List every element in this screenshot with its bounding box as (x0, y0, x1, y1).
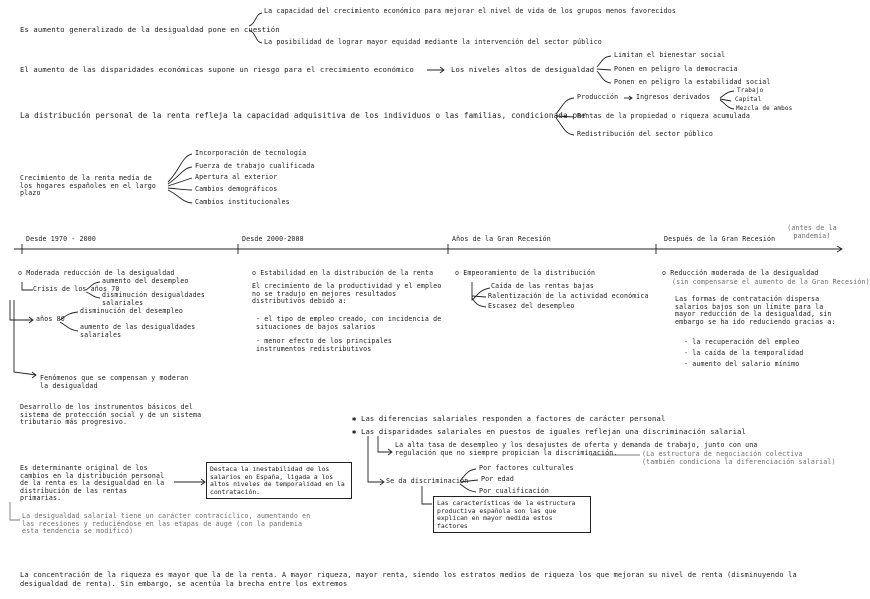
redistribucion: Redistribución del sector público (577, 130, 713, 138)
col2-b2: - menor efecto de los principales instrumentos redistributivos (256, 337, 392, 353)
caracteristicas-box: Las características de la estructura productiva española son las que explican en mayor medida estos factores (433, 496, 591, 533)
disc-1: Por factores culturales (479, 464, 574, 472)
c80-a: disminución del desempleo (80, 307, 183, 315)
star-2: ✱ Las disparidades salariales en puestos de iguales reflejan una discriminación salarial (352, 427, 747, 436)
ineq-question: Es aumento generalizado de la desigualdad pone en cuestión (20, 25, 280, 34)
c80-b: aumento de las desigualdades salariales (80, 323, 196, 339)
col4-r3: - aumento del salario mínimo (684, 360, 800, 368)
personal-distribution: La distribución personal de la renta refleja la capacidad adquisitiva de los individuos o las familias, condicionada por (20, 111, 587, 120)
col3-c: Escasez del desempleo (488, 302, 575, 310)
factor-2: Fuerza de trabajo cualificada (195, 162, 315, 170)
period-3: Años de la Gran Recesión (452, 235, 551, 243)
period-2: Desde 2000-2008 (242, 235, 304, 243)
high-levels: Los niveles altos de desigualdad (451, 65, 595, 74)
factor-1: Incorporación de tecnología (195, 149, 307, 157)
capital: Capital (735, 96, 762, 103)
mezcla: Mezcla de ambos (736, 105, 793, 112)
produccion: Producción (577, 93, 619, 101)
period-1: Desde 1970 - 2000 (26, 235, 97, 243)
factor-5: Cambios institucionales (195, 198, 290, 206)
period-4-note: (antes de la pandemia) (787, 224, 837, 240)
destaca-box: Destaca la inestabilidad de los salarios en España, ligada a los altos niveles de temporalidad en la contratación. (206, 462, 352, 499)
desigualdad-salarial: La desigualdad salarial tiene un carácter contracíclico, aumentando en las recesiones y reduciéndose en las etapas de auge (con la pandemia esta tendencia se modificó) (22, 512, 311, 536)
col4-body: Las formas de contratación dispersa salarios bajos son un límite para la mayor reducción de la desigualdad, sin embargo se ha ido reduciendo gracias a: (675, 295, 836, 326)
se-da-discriminacion: Se da discriminación (386, 477, 469, 485)
c70-a: aumento del desempleo (102, 277, 189, 285)
level-effect-2: Ponen en peligro la democracia (614, 65, 738, 73)
col1-head: o Moderada reducción de la desigualdad (18, 269, 175, 277)
crecimiento-renta: Crecimiento de la renta media de los hogares españoles en el largo plazo (20, 174, 156, 198)
col4-r2: - la caída de la temporalidad (684, 349, 804, 357)
col3-b: Ralentización de la actividad económica (488, 292, 649, 300)
crisis-70: Crisis de los años 70 (33, 285, 120, 293)
alta-tasa: La alta tasa de desempleo y los desajustes de oferta y demanda de trabajo, junto con una regulación que no siempre propician la discriminación. (395, 441, 758, 457)
concentracion-riqueza: La concentración de la riqueza es mayor que la de la renta. A mayor riqueza, mayor renta, siendo los estratos medios de riqueza los que mejoran su nivel de renta (disminuyendo la desigualdad de renta). Sin embargo, se acentúa la brecha entre los extremos (20, 571, 797, 588)
anos-80: años 80 (36, 315, 65, 323)
ineq-consequence-2: La posibilidad de lograr mayor equidad mediante la intervención del sector público (264, 38, 602, 46)
level-effect-3: Ponen en peligro la estabilidad social (614, 78, 771, 86)
determinante: Es determinante original de los cambios en la distribución personal de la renta es la desigualdad en la distribución de las rentas primarias. (20, 464, 165, 503)
period-4: Después de la Gran Recesión (664, 235, 776, 243)
col4-sub: (sin compensarse el aumento de la Gran Recesión) (672, 278, 870, 286)
star-1: ✱ Las diferencias salariales responden a factores de carácter personal (352, 414, 666, 423)
col3-a: Caída de las rentas bajas (491, 282, 594, 290)
factor-4: Cambios demográficos (195, 185, 278, 193)
col2-body: El crecimiento de la productividad y el empleo no se tradujo en mejores resultados distributivos debido a: (252, 282, 442, 306)
rentas-propiedad: Rentas de la propiedad o riqueza acumulada (577, 112, 751, 120)
desarrollo: Desarrollo de los instrumentos básicos del sistema de protección social y de un sistema tributario más progresivo. (20, 403, 202, 427)
disparities-risk: El aumento de las disparidades económicas supone un riesgo para el crecimiento económico (20, 65, 414, 74)
col2-b1: - el tipo de empleo creado, con incidencia de situaciones de bajos salarios (256, 315, 442, 331)
trabajo: Trabajo (737, 87, 764, 94)
ingresos-derivados: Ingresos derivados (636, 93, 711, 101)
star-2-text: Las disparidades salariales en puestos de iguales reflejan una discriminación salarial (360, 427, 747, 436)
fenomenos: Fenómenos que se compensan y moderan la desigualdad (40, 374, 189, 390)
col4-r1: - la recuperación del empleo (684, 338, 800, 346)
col3-head: o Empeoramiento de la distribución (455, 269, 596, 277)
c70-b: disminución desigualdades salariales (102, 291, 205, 307)
level-effect-1: Limitan el bienestar social (614, 51, 726, 59)
ineq-consequence-1: La capacidad del crecimiento económico para mejorar el nivel de vida de los grupos menos favorecidos (264, 7, 676, 15)
col2-head: o Estabilidad en la distribución de la renta (252, 269, 434, 277)
disc-2: Por edad (481, 475, 514, 483)
disc-3: Por cualificación (479, 487, 550, 495)
star-1-text: Las diferencias salariales responden a factores de carácter personal (360, 414, 666, 423)
factor-3: Apertura al exterior (195, 173, 278, 181)
col4-head: o Reducción moderada de la desigualdad (662, 269, 819, 277)
estructura-negociacion: (La estructura de negociación colectiva (también condiciona la diferenciación salarial) (642, 450, 836, 466)
